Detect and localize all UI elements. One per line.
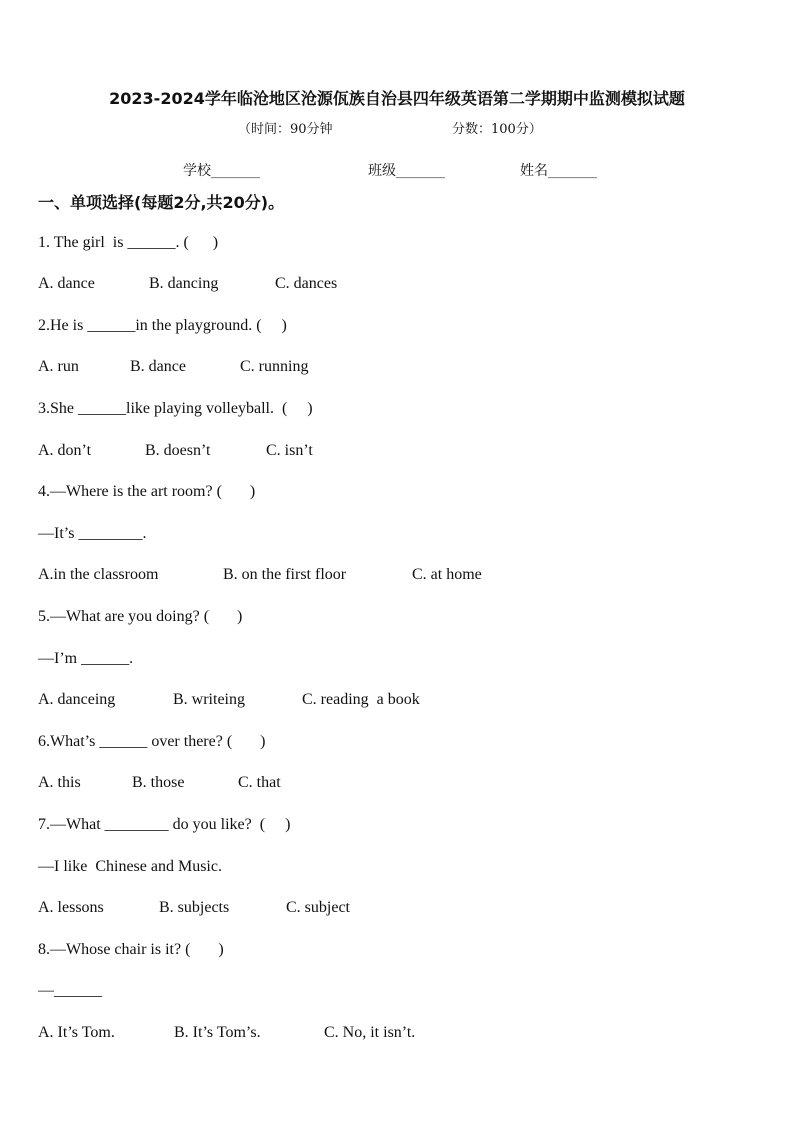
name-field: 姓名_______	[520, 163, 597, 179]
q7-option-a: A. lessons	[38, 899, 104, 916]
q5-option-c: C. reading a book	[302, 691, 420, 708]
q5-option-a: A. danceing	[38, 691, 116, 708]
question-8-answer: —______	[38, 982, 102, 999]
section-heading: 一、单项选择(每题2分,共20分)。	[38, 193, 285, 212]
q6-option-a: A. this	[38, 774, 81, 791]
question-5: 5.—What are you doing? ( )	[38, 608, 243, 625]
q6-option-c: C. that	[238, 774, 281, 791]
exam-time: （时间：90分钟	[238, 122, 333, 137]
question-4: 4.—Where is the art room? ( )	[38, 483, 256, 500]
question-5-answer: —I’m ______.	[38, 650, 134, 667]
q2-option-a: A. run	[38, 358, 79, 375]
question-7: 7.—What ________ do you like? ( )	[38, 816, 291, 833]
q4-option-a: A.in the classroom	[38, 566, 159, 583]
q3-option-c: C. isn’t	[266, 442, 313, 459]
q3-option-a: A. don’t	[38, 442, 92, 459]
q1-option-c: C. dances	[275, 275, 338, 292]
q8-option-b: B. It’s Tom’s.	[174, 1024, 261, 1041]
q2-option-b: B. dance	[130, 358, 186, 375]
q4-option-c: C. at home	[412, 566, 482, 583]
q4-option-b: B. on the first floor	[223, 566, 347, 583]
exam-score: 分数：100分）	[452, 122, 542, 137]
question-2: 2.He is ______in the playground. ( )	[38, 317, 287, 334]
q8-option-c: C. No, it isn’t.	[324, 1024, 416, 1041]
q5-option-b: B. writeing	[173, 691, 245, 708]
question-3: 3.She ______like playing volleyball. ( )	[38, 400, 313, 417]
question-8: 8.—Whose chair is it? ( )	[38, 941, 224, 958]
school-field: 学校_______	[183, 163, 260, 179]
q8-option-a: A. It’s Tom.	[38, 1024, 115, 1041]
question-6: 6.What’s ______ over there? ( )	[38, 733, 266, 750]
question-4-answer: —It’s ________.	[38, 525, 147, 542]
q1-option-a: A. dance	[38, 275, 95, 292]
q2-option-c: C. running	[240, 358, 309, 375]
q7-option-b: B. subjects	[159, 899, 230, 916]
q3-option-b: B. doesn’t	[145, 442, 211, 459]
exam-title: 2023-2024学年临沧地区沧源佤族自治县四年级英语第二学期期中监测模拟试题	[109, 89, 685, 108]
question-7-answer: —I like Chinese and Music.	[38, 858, 222, 875]
question-1: 1. The girl is ______. ( )	[38, 234, 219, 251]
q7-option-c: C. subject	[286, 899, 350, 916]
class-field: 班级_______	[368, 163, 445, 179]
q6-option-b: B. those	[132, 774, 185, 791]
q1-option-b: B. dancing	[149, 275, 219, 292]
